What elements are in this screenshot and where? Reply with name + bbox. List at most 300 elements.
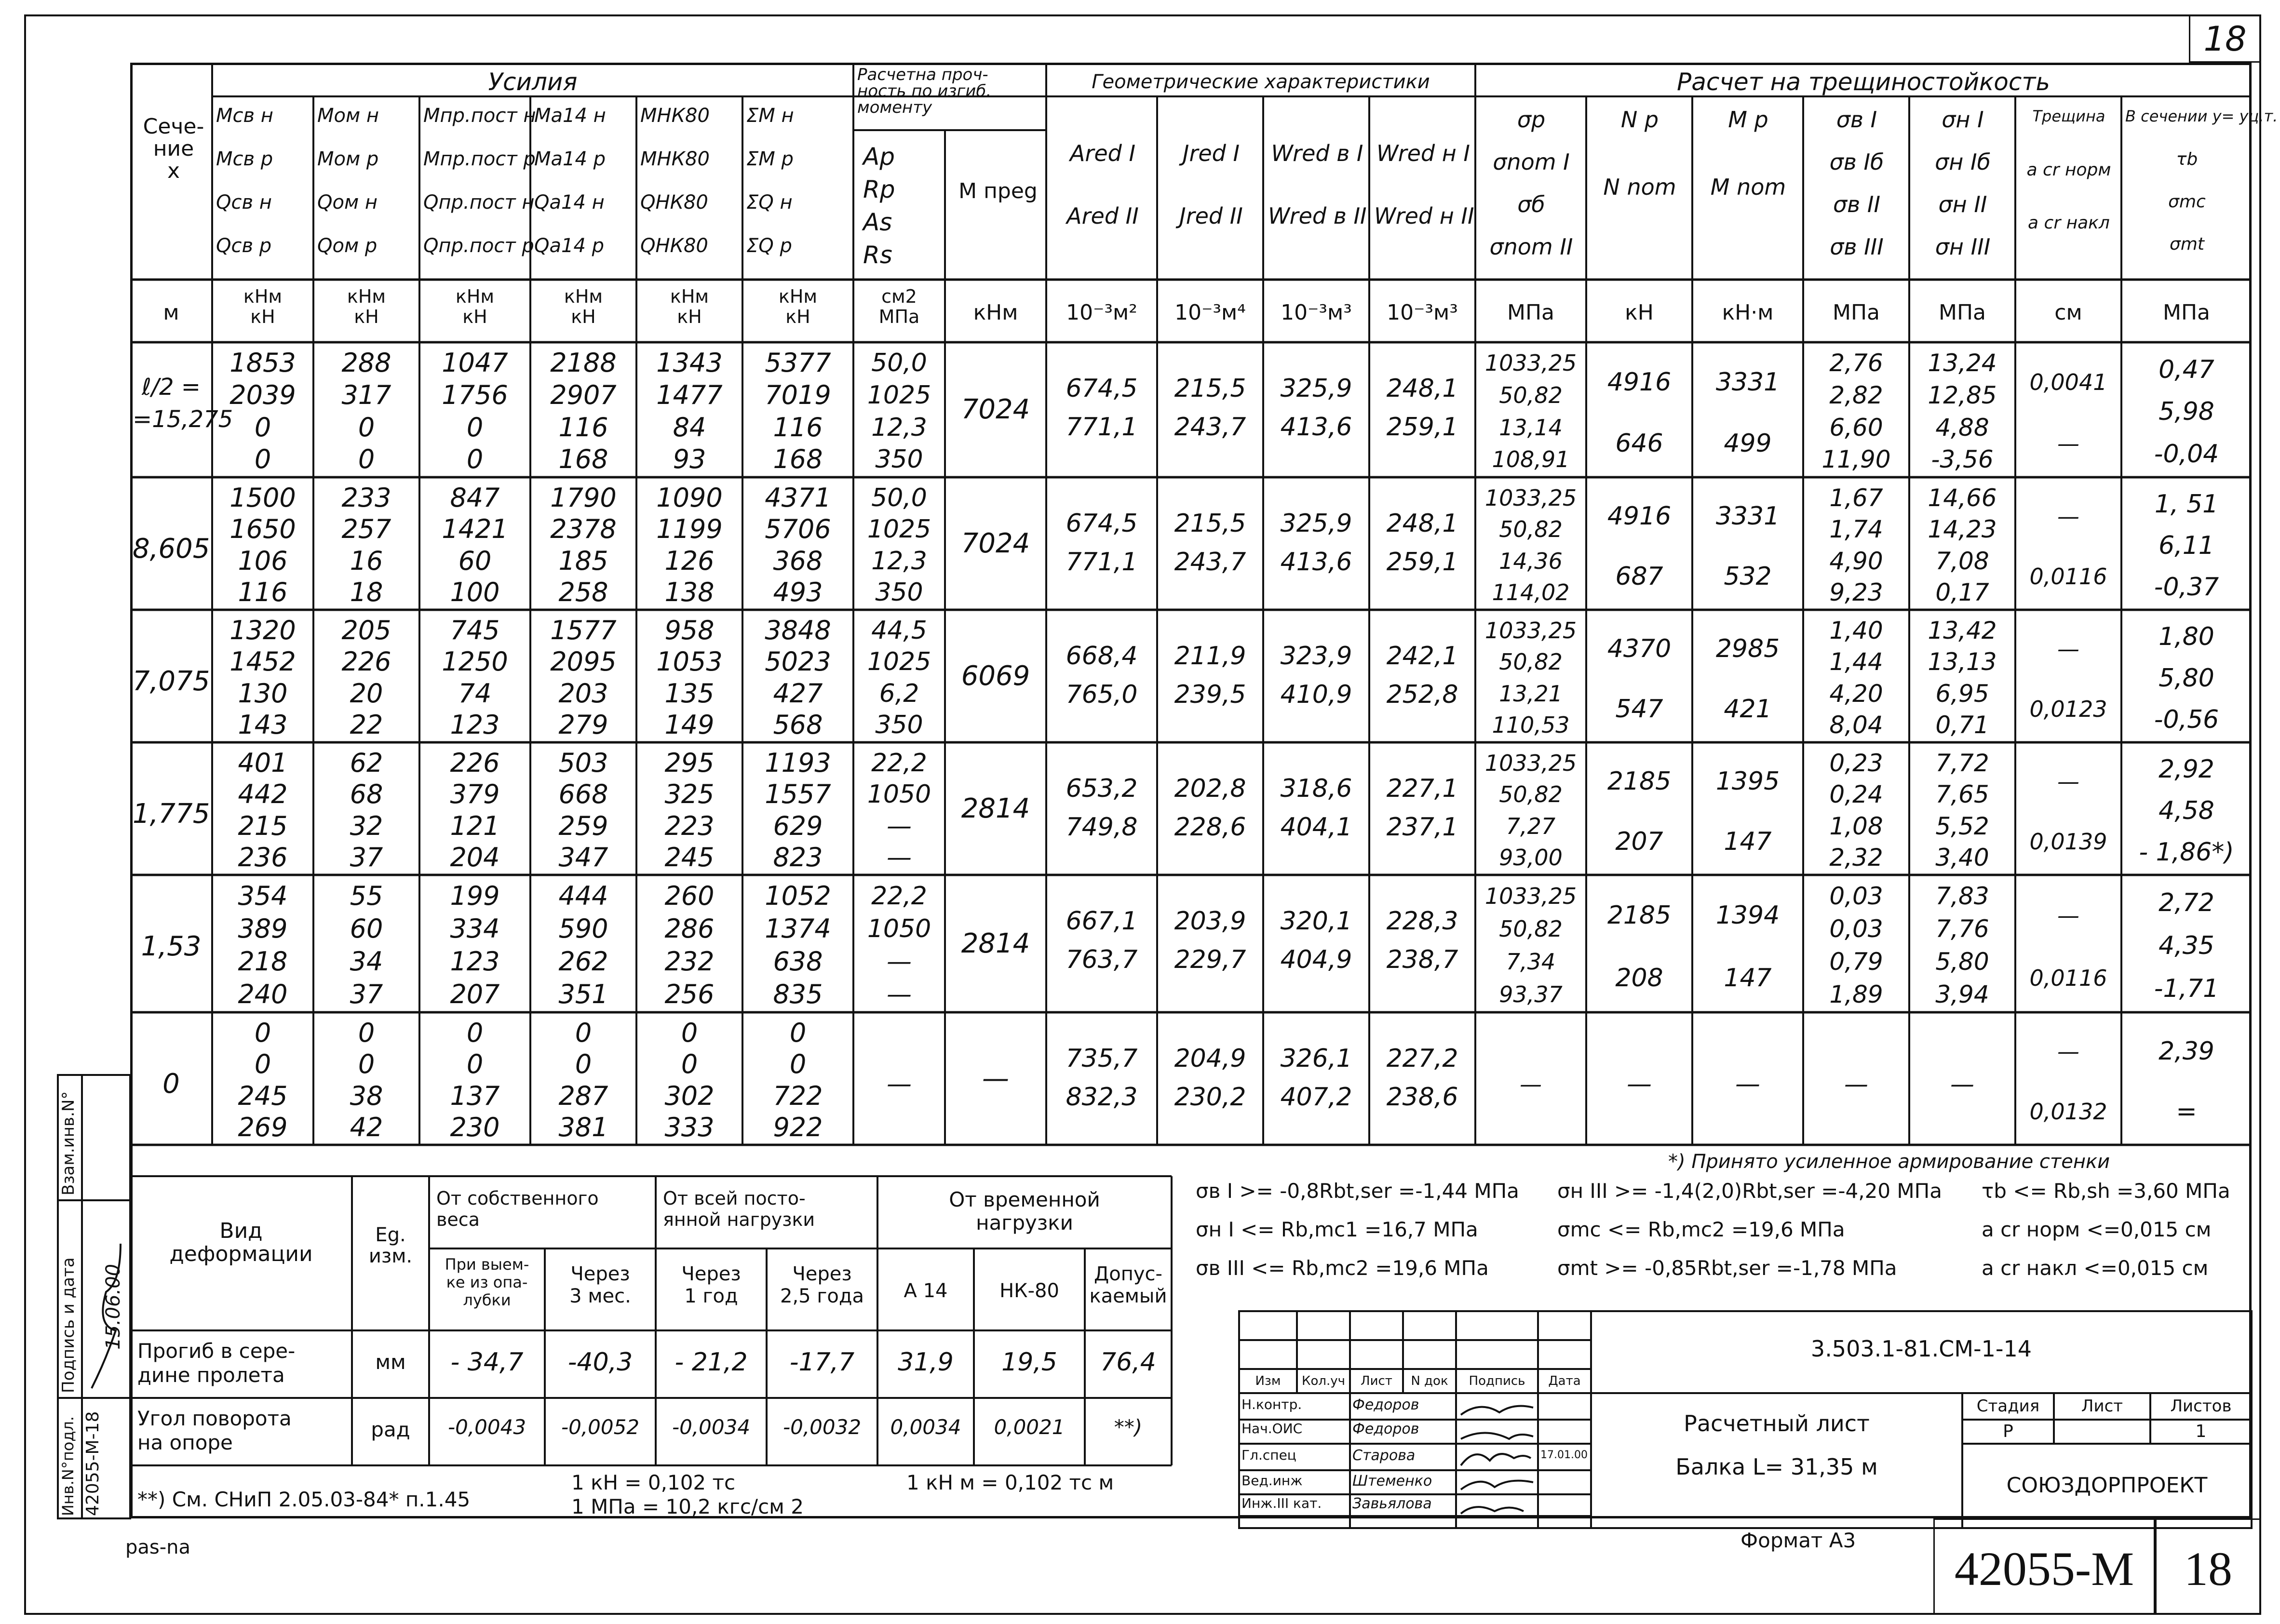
sigma-value: 93,00 <box>1499 844 1563 871</box>
crack-value: 0,0139 <box>2029 829 2107 855</box>
geom-value: 765,0 <box>1066 680 1138 709</box>
unit-label: 10⁻³м² <box>1066 300 1137 325</box>
force-value: 121 <box>450 810 500 841</box>
force-header-label: Qсв н <box>216 191 272 214</box>
sigma-value: 50,82 <box>1499 649 1563 675</box>
geom-header-label: Wred н I <box>1376 140 1470 166</box>
force-value: 84 <box>673 412 706 443</box>
deform-subheader: Через 2,5 года <box>780 1263 864 1307</box>
tau-value: 2,39 <box>2159 1037 2214 1066</box>
force-value: 351 <box>558 979 608 1009</box>
crack-value: — <box>2057 1038 2079 1065</box>
bottom-code: 42055-М <box>1954 1542 2134 1596</box>
force-value: 2907 <box>550 380 617 410</box>
force-value: 168 <box>773 444 823 475</box>
crack-header-label: M p <box>1728 107 1768 133</box>
ap-value: 50,0 <box>871 483 927 512</box>
crack-value: — <box>2057 636 2079 662</box>
force-value: 3848 <box>765 615 831 645</box>
unit-label: МПа <box>1832 300 1880 325</box>
force-value: 260 <box>664 881 715 912</box>
unit-label: МПа <box>1938 300 1986 325</box>
force-value: 5377 <box>765 348 831 378</box>
sigma-n-value: 14,66 <box>1928 483 1997 512</box>
ap-value: — <box>887 843 912 872</box>
force-header-label: Mсв р <box>216 148 273 170</box>
geom-value: 203,9 <box>1174 907 1246 936</box>
force-value: 74 <box>458 678 492 709</box>
force-value: 5023 <box>765 646 831 677</box>
crack-header-label: a cr норм <box>2026 160 2111 180</box>
force-value: 0 <box>254 444 271 475</box>
stamp-name: Федоров <box>1352 1421 1419 1437</box>
force-value: 0 <box>358 444 375 475</box>
unit-label: кНм <box>973 300 1018 325</box>
ap-value: 44,5 <box>871 616 927 645</box>
force-value: 1090 <box>656 482 723 513</box>
geom-header-label: Wred в I <box>1271 140 1363 166</box>
crack-header-label: σp <box>1517 107 1546 133</box>
side-inv-value: 42055-М-18 <box>83 1411 103 1516</box>
mpreg-value: 6069 <box>961 660 1030 692</box>
sigma-b-value: 2,76 <box>1829 349 1883 377</box>
stamp-title: Расчетный лист <box>1684 1410 1870 1436</box>
geom-value: 674,5 <box>1066 509 1138 538</box>
section-x: 7,075 <box>133 666 210 697</box>
sigma-n-value: 7,65 <box>1935 780 1989 809</box>
sigma-value: 114,02 <box>1492 579 1570 605</box>
stage-value: Р <box>2003 1422 2013 1441</box>
force-value: 1790 <box>550 482 617 513</box>
force-value: 60 <box>458 545 492 576</box>
geom-value: 413,6 <box>1280 548 1352 577</box>
geom-value: 229,7 <box>1174 945 1246 974</box>
force-value: 204 <box>450 842 500 872</box>
force-value: 240 <box>238 979 288 1009</box>
force-value: 116 <box>773 412 823 443</box>
sigma-n-value: 14,23 <box>1928 515 1997 544</box>
crack-header-label: В сечении y= yц.т. <box>2125 107 2278 125</box>
sigma-b-value: 1,67 <box>1829 483 1883 512</box>
force-header-label: ΣM р <box>746 148 794 170</box>
force-value: 334 <box>450 913 500 944</box>
sigma-b-value: 11,90 <box>1821 445 1891 474</box>
limit-text: σmt >= -0,85Rbt,ser =-1,78 МПа <box>1557 1256 1897 1280</box>
crack-header-label: σnom II <box>1489 234 1573 260</box>
force-value: 1557 <box>765 779 831 810</box>
force-value: 1421 <box>442 514 508 545</box>
m-value: 532 <box>1724 562 1772 591</box>
stamp-role: Гл.спец <box>1241 1447 1296 1463</box>
force-value: 257 <box>341 514 391 545</box>
force-header-label: Mпр.пост р <box>423 148 536 170</box>
geom-value: 407,2 <box>1280 1083 1352 1112</box>
force-value: 34 <box>350 946 383 977</box>
unit-label: кН <box>1625 300 1654 325</box>
geom-value: 228,3 <box>1386 907 1458 936</box>
force-value: 245 <box>664 842 715 872</box>
tau-value: 4,35 <box>2159 931 2214 960</box>
geom-value: 749,8 <box>1066 813 1138 842</box>
unit-label: кНм кН <box>778 286 818 327</box>
header-treshch: Расчет на трещиностойкость <box>1677 68 2050 96</box>
geom-value: 242,1 <box>1386 642 1458 671</box>
conv-knm: 1 кН м = 0,102 тс м <box>906 1471 1114 1494</box>
geom-value: 228,6 <box>1174 813 1246 842</box>
force-value: 0 <box>789 1017 807 1048</box>
sigma-n-value: 4,88 <box>1935 413 1989 442</box>
force-header-label: Qом н <box>317 191 378 214</box>
sigma-n-value: 0,17 <box>1935 578 1989 606</box>
sigma-value: 1033,25 <box>1484 883 1577 910</box>
deform-value: -17,7 <box>789 1348 855 1377</box>
unit-label: кНм кН <box>347 286 386 327</box>
force-value: 317 <box>341 380 391 410</box>
ap-value: — <box>887 947 912 976</box>
stamp-name: Завьялова <box>1352 1495 1432 1512</box>
geom-value: 771,1 <box>1066 548 1138 577</box>
geom-value: 230,2 <box>1174 1083 1246 1112</box>
stamp-col-label: Кол.уч <box>1302 1374 1345 1388</box>
force-value: 922 <box>773 1112 823 1142</box>
force-value: 722 <box>773 1080 823 1111</box>
deform-value: 31,9 <box>898 1348 954 1377</box>
geom-value: 243,7 <box>1174 413 1246 442</box>
force-value: 493 <box>773 577 823 607</box>
geom-value: 653,2 <box>1066 774 1138 803</box>
deform-subheader: Допус- каемый <box>1089 1263 1167 1307</box>
force-value: 1853 <box>229 348 296 378</box>
sigma-value: 50,82 <box>1499 915 1563 942</box>
crack-header-label: σн III <box>1935 234 1991 260</box>
sigma-b-value: 4,20 <box>1829 679 1883 708</box>
geom-value: 259,1 <box>1386 548 1458 577</box>
geom-value: 204,9 <box>1174 1044 1246 1073</box>
geom-value: 252,8 <box>1386 680 1458 709</box>
ap-value: 12,3 <box>871 413 927 442</box>
crack-value: 0,0116 <box>2029 965 2107 991</box>
crack-header-label: N nom <box>1603 174 1676 200</box>
force-value: 1320 <box>229 615 296 645</box>
n-value: 4916 <box>1607 367 1672 397</box>
force-value: 444 <box>558 881 608 912</box>
force-value: 2095 <box>550 646 617 677</box>
force-value: 168 <box>558 444 608 475</box>
geom-value: 326,1 <box>1280 1044 1352 1073</box>
force-value: 116 <box>558 412 608 443</box>
geom-value: 243,7 <box>1174 548 1246 577</box>
deform-value: - 34,7 <box>450 1348 524 1377</box>
sigma-n-value: 7,72 <box>1935 749 1989 777</box>
n-value: 4370 <box>1607 634 1672 664</box>
sigma-b-value: 1,89 <box>1829 980 1883 1008</box>
ap-value: 22,2 <box>871 882 927 911</box>
sigma-value: 110,53 <box>1492 711 1570 738</box>
force-value: 295 <box>664 747 715 778</box>
stage-header: Лист <box>2081 1396 2123 1416</box>
tau-value: 5,80 <box>2159 663 2214 693</box>
geom-value: 735,7 <box>1066 1044 1138 1073</box>
sigma-b-value: 2,82 <box>1829 381 1883 409</box>
force-header-label: Mом р <box>317 148 379 170</box>
force-value: 269 <box>238 1112 288 1142</box>
force-value: 0 <box>681 1049 698 1080</box>
force-value: 223 <box>664 810 715 841</box>
force-value: 130 <box>238 678 288 709</box>
force-value: 302 <box>664 1080 715 1111</box>
force-value: 42 <box>350 1112 383 1142</box>
force-header-label: ΣM н <box>746 105 794 127</box>
force-value: 262 <box>558 946 608 977</box>
unit-label: кНм кН <box>564 286 603 327</box>
conv-kn: 1 кН = 0,102 тс <box>571 1471 736 1494</box>
ap-value: 350 <box>875 445 923 474</box>
m-value: 1394 <box>1715 901 1780 930</box>
stamp-col-label: Дата <box>1548 1374 1581 1388</box>
deform-temp: От временной нагрузки <box>949 1188 1100 1235</box>
deform-value: -0,0043 <box>447 1415 526 1439</box>
tau-value: 6,11 <box>2159 531 2214 560</box>
deform-value: -0,0034 <box>672 1415 751 1439</box>
ap-header-label: Rs <box>863 241 892 269</box>
force-value: 100 <box>450 577 500 607</box>
force-value: 0 <box>254 412 271 443</box>
force-value: 0 <box>254 1049 271 1080</box>
sigma-value: 1033,25 <box>1484 617 1577 644</box>
sigma-b-value: 9,23 <box>1829 578 1883 606</box>
geom-value: 667,1 <box>1066 907 1138 936</box>
force-value: 126 <box>664 545 715 576</box>
crack-value: — <box>2057 902 2079 929</box>
force-value: 1343 <box>656 348 723 378</box>
sigma-value: 108,91 <box>1492 446 1570 473</box>
deform-value: -40,3 <box>567 1348 633 1377</box>
sigma-b-value: 1,74 <box>1829 515 1883 544</box>
mpreg-value: 2814 <box>961 792 1030 824</box>
force-value: 203 <box>558 678 608 709</box>
geom-value: 413,6 <box>1280 413 1352 442</box>
m-value: 3331 <box>1715 502 1780 531</box>
mpreg-value: 7024 <box>961 527 1030 559</box>
deform-row-name: Угол поворота на опоре <box>137 1407 292 1455</box>
geom-value: 237,1 <box>1386 813 1458 842</box>
sigma-value: 1033,25 <box>1484 750 1577 776</box>
force-value: 288 <box>341 348 391 378</box>
stamp-date: 17.01.00 <box>1540 1449 1588 1461</box>
force-value: 1047 <box>442 348 508 378</box>
stamp-col-label: Лист <box>1361 1374 1392 1388</box>
sigma-n-value: 3,40 <box>1935 843 1989 872</box>
force-value: 0 <box>466 1049 484 1080</box>
sigma-n-value: — <box>1950 1070 1974 1098</box>
force-value: 215 <box>238 810 288 841</box>
crack-header-label: σн Iб <box>1935 149 1991 175</box>
force-value: 218 <box>238 946 288 977</box>
force-value: 286 <box>664 913 715 944</box>
deform-row-name: Прогиб в сере- дине пролета <box>137 1339 296 1387</box>
m-value: 421 <box>1724 695 1772 724</box>
stamp-code: 3.503.1-81.СМ-1-14 <box>1810 1336 2032 1362</box>
force-value: 668 <box>558 779 608 810</box>
header-geom: Геометрические характеристики <box>1092 71 1430 93</box>
ap-value: 350 <box>875 577 923 607</box>
deform-footnote: **) См. СНиП 2.05.03-84* п.1.45 <box>137 1488 471 1511</box>
force-value: 835 <box>773 979 823 1009</box>
tau-value: -1,71 <box>2154 974 2219 1004</box>
limit-text: τb <= Rb,sh =3,60 МПа <box>1982 1179 2230 1203</box>
force-value: 62 <box>350 747 383 778</box>
force-value: 137 <box>450 1080 500 1111</box>
force-value: 568 <box>773 709 823 740</box>
force-value: 325 <box>664 779 715 810</box>
force-value: 116 <box>238 577 288 607</box>
tau-value: 4,58 <box>2159 796 2214 825</box>
n-value: 4916 <box>1607 502 1672 531</box>
side-vzam: Взам.инв.N° <box>59 1091 78 1195</box>
force-value: 93 <box>673 444 706 475</box>
geom-value: 674,5 <box>1066 374 1138 403</box>
stamp-col-label: Подпись <box>1469 1374 1525 1388</box>
geom-value: 227,1 <box>1386 774 1458 803</box>
force-value: 1756 <box>442 380 508 410</box>
mpreg-value: 7024 <box>961 394 1030 425</box>
force-value: 0 <box>575 1017 592 1048</box>
sigma-value: 13,14 <box>1499 414 1563 441</box>
sigma-n-value: 13,42 <box>1928 616 1997 644</box>
ap-value: 1050 <box>867 914 931 943</box>
force-value: 0 <box>681 1017 698 1048</box>
sigma-b-value: 1,08 <box>1829 812 1883 840</box>
crack-header-label: σв III <box>1830 234 1884 260</box>
force-value: 1452 <box>229 646 296 677</box>
sigma-value: 50,82 <box>1499 516 1563 543</box>
crack-header-label: σн I <box>1942 107 1984 133</box>
deform-subheader: А 14 <box>904 1280 948 1302</box>
tau-value: 1, 51 <box>2154 489 2219 519</box>
crack-header-label: N p <box>1620 107 1659 133</box>
unit-label: 10⁻³м⁴ <box>1174 300 1246 325</box>
force-value: 256 <box>664 979 715 1009</box>
force-header-label: Qом р <box>317 235 378 257</box>
force-value: 22 <box>350 709 383 740</box>
ap-value: 22,2 <box>871 748 927 778</box>
stamp-name: Штеменко <box>1352 1473 1432 1490</box>
note-reinforced: *) Принято усиленное армирование стенки <box>1668 1151 2110 1173</box>
force-value: 1199 <box>656 514 723 545</box>
force-value: 60 <box>350 913 383 944</box>
tau-value: 2,92 <box>2159 754 2214 784</box>
force-header-label: MНК80 <box>640 105 710 127</box>
n-value: 687 <box>1615 562 1663 591</box>
stamp-role: Инж.III кат. <box>1241 1495 1322 1511</box>
header-raschetnaya: Расчетна проч- ность по изгиб. моменту <box>857 65 992 117</box>
geom-value: 215,5 <box>1174 374 1246 403</box>
deform-value: -0,0052 <box>561 1415 640 1439</box>
geom-value: 239,5 <box>1174 680 1246 709</box>
top-sheet-number: 18 <box>2203 19 2247 59</box>
geom-value: 763,7 <box>1066 945 1138 974</box>
side-sign: Подпись и дата <box>59 1257 78 1393</box>
unit-label: МПа <box>1507 300 1554 325</box>
force-value: 16 <box>350 545 383 576</box>
force-value: 2378 <box>550 514 617 545</box>
stamp-col-label: Изм <box>1255 1374 1281 1388</box>
ap-value: 50,0 <box>871 349 927 378</box>
section-x: 0 <box>162 1068 180 1100</box>
force-value: 0 <box>466 444 484 475</box>
geom-value: 248,1 <box>1386 374 1458 403</box>
sigma-value: 50,82 <box>1499 781 1563 808</box>
force-value: 232 <box>664 946 715 977</box>
sigma-n-value: 13,13 <box>1928 648 1997 676</box>
section-x: 1,775 <box>133 798 210 830</box>
tau-value: = <box>2176 1097 2197 1127</box>
section-x: 8,605 <box>133 533 210 564</box>
force-value: 0 <box>789 1049 807 1080</box>
limit-text: σн I <= Rb,mc1 =16,7 МПа <box>1196 1218 1478 1241</box>
crack-header-label: σв I <box>1836 107 1877 133</box>
force-value: 287 <box>558 1080 608 1111</box>
ap-value: — <box>887 811 912 841</box>
limit-text: σв I >= -0,8Rbt,ser =-1,44 МПа <box>1196 1179 1519 1203</box>
tau-value: -0,04 <box>2154 439 2219 469</box>
force-value: 138 <box>664 577 715 607</box>
tau-value: 0,47 <box>2159 355 2214 384</box>
geom-header-label: Wred н II <box>1374 203 1474 229</box>
force-value: 1500 <box>229 482 296 513</box>
limit-text: a cr норм <=0,015 см <box>1982 1218 2212 1241</box>
geom-value: 238,7 <box>1386 945 1458 974</box>
force-value: 0 <box>466 412 484 443</box>
force-value: 123 <box>450 709 500 740</box>
force-value: 259 <box>558 810 608 841</box>
deform-own: От собственного веса <box>436 1188 599 1230</box>
geom-value: 211,9 <box>1174 642 1246 671</box>
force-value: 427 <box>773 678 823 709</box>
force-header-label: Mа14 р <box>534 148 606 170</box>
stage-value: 1 <box>2195 1422 2207 1441</box>
sigma-b-value: — <box>1844 1070 1868 1098</box>
force-header-label: Qпр.пост н <box>423 191 535 214</box>
ap-header-label: As <box>863 208 892 236</box>
sigma-value: 1033,25 <box>1484 484 1577 511</box>
side-inv: Инв.N°подл. <box>59 1416 77 1516</box>
force-header-label: ΣQ н <box>746 191 793 214</box>
force-header-label: ΣQ р <box>746 235 792 257</box>
ap-value: — <box>887 1069 912 1099</box>
sigma-n-value: 7,08 <box>1935 547 1989 575</box>
n-value: 547 <box>1615 695 1663 724</box>
sigma-n-value: 5,52 <box>1935 812 1989 840</box>
crack-value: 0,0116 <box>2029 564 2107 590</box>
force-value: 68 <box>350 779 383 810</box>
geom-value: 404,9 <box>1280 945 1352 974</box>
m-value: 1395 <box>1715 767 1780 796</box>
m-value: 147 <box>1724 963 1772 993</box>
limit-text: σв III <= Rb,mc2 =19,6 МПа <box>1196 1256 1489 1280</box>
force-header-label: Mом н <box>317 105 379 127</box>
force-value: 55 <box>350 881 383 912</box>
force-header-label: Mпр.пост н <box>423 105 536 127</box>
force-value: 2039 <box>229 380 296 410</box>
geom-value: 832,3 <box>1066 1083 1138 1112</box>
ap-value: 1025 <box>867 515 931 544</box>
geom-value: 325,9 <box>1280 374 1352 403</box>
force-value: 401 <box>238 747 288 778</box>
geom-value: 323,9 <box>1280 642 1352 671</box>
deform-value: -0,0032 <box>782 1415 862 1439</box>
crack-header-label: σnom I <box>1493 149 1570 175</box>
